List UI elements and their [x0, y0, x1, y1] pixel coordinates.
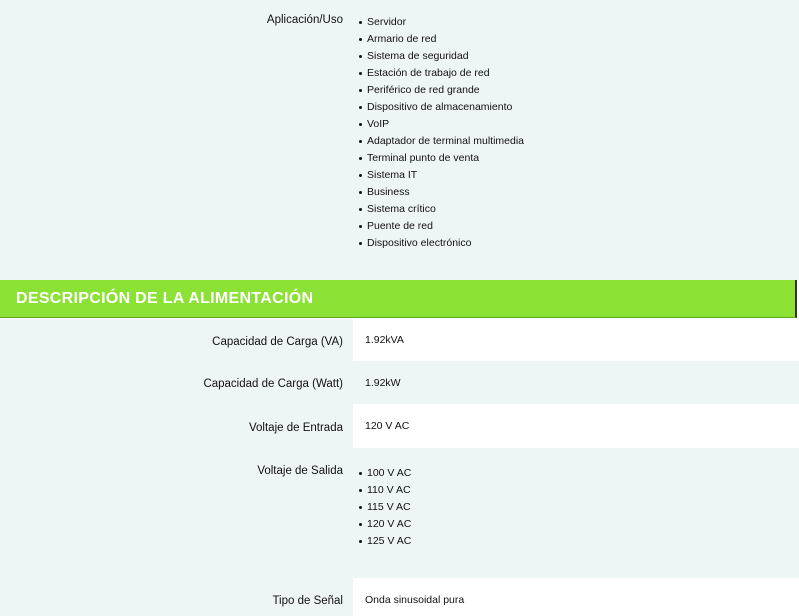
spec-row-watt	[0, 361, 799, 404]
spec-label-signal: Tipo de Señal	[272, 595, 343, 607]
spec-label-va: Capacidad de Carga (VA)	[212, 336, 343, 348]
spec-row-input-voltage	[0, 404, 799, 448]
application-label: Aplicación/Uso	[266, 14, 343, 26]
output-voltage-item: 115 V AC	[358, 499, 411, 516]
output-voltage-item: 100 V AC	[358, 465, 411, 482]
application-list	[358, 14, 524, 252]
application-item: Adaptador de terminal multimedia	[358, 133, 524, 150]
application-item: Sistema crítico	[358, 201, 524, 218]
output-voltage-list	[358, 465, 411, 550]
application-item: Sistema de seguridad	[358, 48, 524, 65]
application-item: Business	[358, 184, 524, 201]
spec-value-signal: Onda sinusoidal pura	[365, 594, 465, 606]
application-item: Sistema IT	[358, 167, 524, 184]
spec-label-watt: Capacidad de Carga (Watt)	[203, 378, 343, 390]
spec-row-signal	[0, 578, 799, 616]
spec-value-input-voltage: 120 V AC	[365, 420, 410, 432]
application-item: Dispositivo electrónico	[358, 235, 524, 252]
application-item: Estación de trabajo de red	[358, 65, 524, 82]
output-voltage-item: 110 V AC	[358, 482, 411, 499]
section-title: DESCRIPCIÓN DE LA ALIMENTACIÓN	[16, 290, 314, 307]
spec-label-output-voltage: Voltaje de Salida	[257, 465, 343, 477]
application-item: Terminal punto de venta	[358, 150, 524, 167]
output-voltage-item: 120 V AC	[358, 516, 411, 533]
section-header	[0, 280, 797, 318]
application-item: Dispositivo de almacenamiento	[358, 99, 524, 116]
application-item: Puente de red	[358, 218, 524, 235]
output-voltage-item: 125 V AC	[358, 533, 411, 550]
application-item: Periférico de red grande	[358, 82, 524, 99]
application-item: Armario de red	[358, 31, 524, 48]
spec-row-va	[0, 319, 799, 361]
application-row	[0, 0, 799, 280]
application-item: Servidor	[358, 14, 524, 31]
spec-value-watt: 1.92kW	[365, 377, 401, 389]
application-item: VoIP	[358, 116, 524, 133]
spec-label-input-voltage: Voltaje de Entrada	[249, 422, 343, 434]
spec-row-output-voltage	[0, 448, 799, 578]
spec-value-va: 1.92kVA	[365, 334, 404, 346]
